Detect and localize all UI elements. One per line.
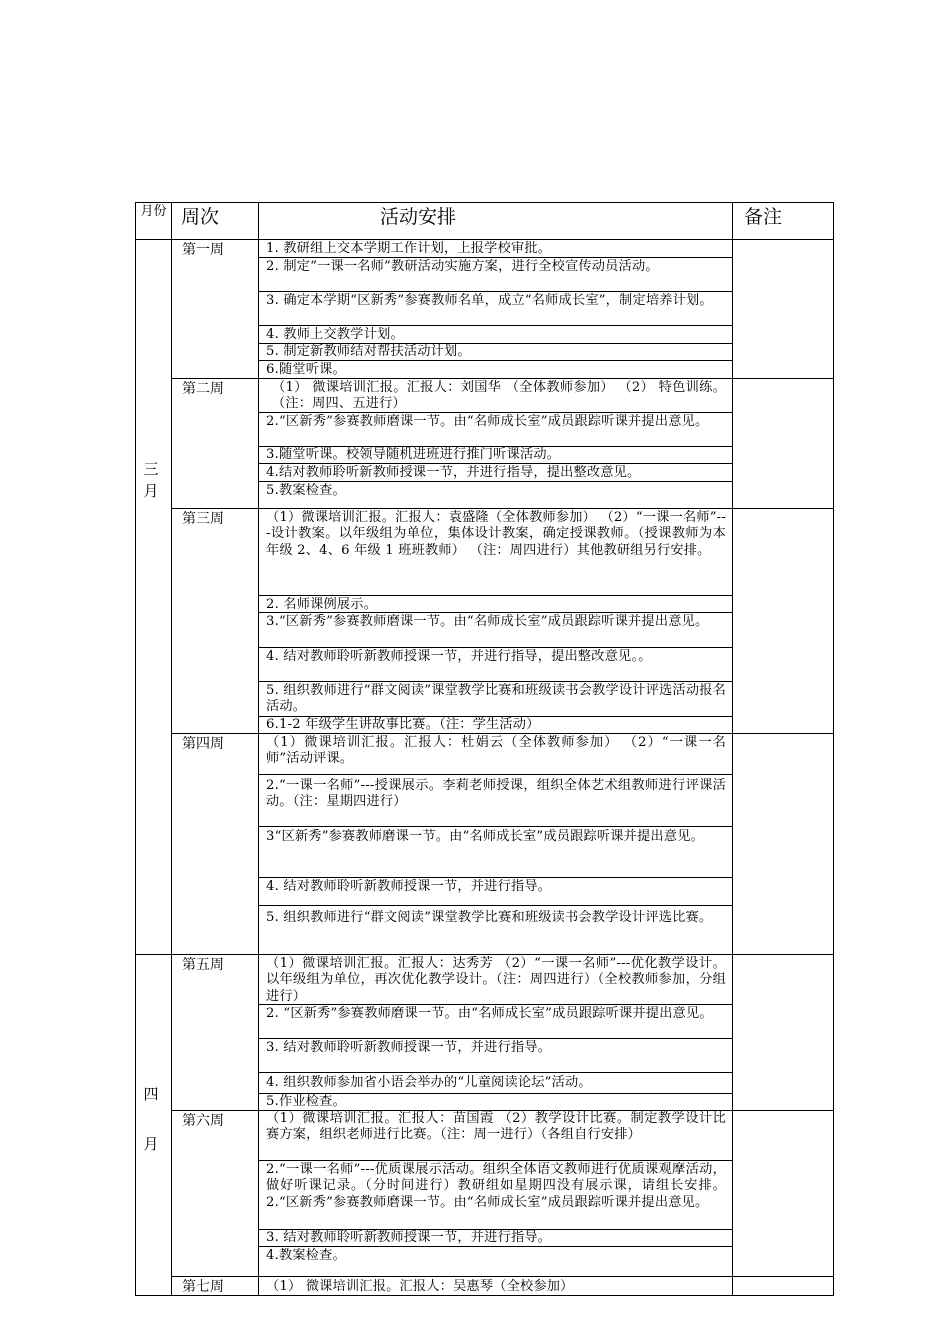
activity-item: 4. 结对教师聆听新教师授课一节，并进行指导，提出整改意见。。 xyxy=(266,649,652,664)
month-divider xyxy=(136,954,833,955)
row-divider xyxy=(258,595,732,596)
activity-item: （1）微课培训汇报。汇报人：苗国霞 （2）教学设计比赛。制定教学设计比赛方案，组织老师进行比赛。（注：周一进行）（各组自行安排） xyxy=(266,1111,726,1143)
activity-item: 3. 结对教师聆听新教师授课一节，并进行指导。 xyxy=(266,1230,552,1245)
activity-item: 5. 组织教师进行“群文阅读”课堂教学比赛和班级读书会教学设计评选活动报名活动。 xyxy=(266,683,726,715)
column-divider xyxy=(171,203,172,1295)
column-divider xyxy=(732,203,733,1295)
row-divider xyxy=(258,681,732,682)
month-march-label: 三月 xyxy=(143,460,159,500)
activity-item: 3.随堂听课。校领导随机进班进行推门听课活动。 xyxy=(266,447,561,462)
schedule-table xyxy=(135,202,834,1296)
row-divider xyxy=(258,1038,732,1039)
activity-item: 4. 组织教师参加省小语会举办的“儿童阅读论坛”活动。 xyxy=(266,1075,592,1090)
activity-item: （1）微课培训汇报。汇报人：达秀芳 （2）“一课一名师”---优化教学设计。以年级组为单位，再次优化教学设计。（注：周四进行）（全校教师参加，分组进行） xyxy=(266,956,726,1004)
activity-item: 2.“一课一名师”---优质课展示活动。组织全体语文教师进行优质课观摩活动，做好听课记录。（分时间进行）教研组如星期四没有展示课，请组长安排。2.“区新秀”参赛教师磨课一节。由“名师成长室”成员跟踪听课并提出意见。 xyxy=(266,1162,726,1210)
activity-item: 1. 教研组上交本学期工作计划，上报学校审批。 xyxy=(266,241,552,256)
activity-item: 2.“一课一名师”---授课展示。李莉老师授课，组织全体艺术组教师进行评课活动。（注：星期四进行） xyxy=(266,778,726,810)
month-march xyxy=(136,458,166,502)
activity-item: 4.结对教师聆听新教师授课一节，并进行指导，提出整改意见。 xyxy=(266,465,641,480)
week-4-label: 第四周 xyxy=(182,736,224,752)
header-month xyxy=(136,204,171,219)
activity-item: 4. 结对教师聆听新教师授课一节，并进行指导。 xyxy=(266,879,552,894)
activity-item: 4.教案检查。 xyxy=(266,1248,346,1263)
activity-item: 4. 教师上交教学计划。 xyxy=(266,327,404,342)
activity-item: 6.1-2 年级学生讲故事比赛。（注：学生活动） xyxy=(266,717,540,732)
activity-item: 5.作业检查。 xyxy=(266,1094,346,1109)
row-divider xyxy=(258,325,732,326)
activity-item: （1） 微课培训汇报。汇报人：刘国华 （全体教师参加） （2） 特色训练。 （注：周四、五进行） xyxy=(272,380,726,412)
activity-item: 3. 确定本学期“区新秀”参赛教师名单，成立“名师成长室”，制定培养计划。 xyxy=(266,293,713,308)
row-divider xyxy=(258,774,732,775)
activity-item: 3. 结对教师聆听新教师授课一节，并进行指导。 xyxy=(266,1040,552,1055)
week-divider xyxy=(171,508,833,509)
activity-item: （1） 微课培训汇报。汇报人：吴惠琴（全校参加） xyxy=(266,1279,574,1294)
activity-item: 3“区新秀”参赛教师磨课一节。由“名师成长室”成员跟踪听课并提出意见。 xyxy=(266,829,704,844)
week-divider xyxy=(171,1276,833,1277)
header-month-text: 月份 xyxy=(140,204,167,219)
activity-item: 6.随堂听课。 xyxy=(266,362,346,377)
activity-item: 2. 名师课例展示。 xyxy=(266,597,378,612)
activity-item: 3.“区新秀”参赛教师磨课一节。由“名师成长室”成员跟踪听课并提出意见。 xyxy=(266,614,709,629)
row-divider xyxy=(258,826,732,827)
activity-item: 2. “区新秀”参赛教师磨课一节。由“名师成长室”成员跟踪听课并提出意见。 xyxy=(266,1006,713,1021)
week-7-label: 第七周 xyxy=(182,1279,224,1295)
header-activity: 活动安排 xyxy=(380,206,457,228)
row-divider xyxy=(258,1072,732,1073)
row-divider xyxy=(258,877,732,878)
activity-item: 5. 制定新教师结对帮扶活动计划。 xyxy=(266,344,471,359)
header-divider xyxy=(136,239,833,240)
row-divider xyxy=(258,1160,732,1161)
activity-item: 2.“区新秀”参赛教师磨课一节。由“名师成长室”成员跟踪听课并提出意见。 xyxy=(266,414,709,429)
row-divider xyxy=(258,647,732,648)
week-5-label: 第五周 xyxy=(182,957,224,973)
week-6-label: 第六周 xyxy=(182,1113,224,1129)
month-april xyxy=(136,1069,166,1169)
activity-item: 5.教案检查。 xyxy=(266,483,346,498)
activity-item: 5. 组织教师进行“群文阅读”课堂教学比赛和班级读书会教学设计评选比赛。 xyxy=(266,910,713,925)
activity-item: （1）微课培训汇报。汇报人：杜娟云（全体教师参加） （2）“一课一名师”活动评课。 xyxy=(266,735,726,767)
header-week: 周次 xyxy=(181,206,220,228)
row-divider xyxy=(258,291,732,292)
header-remarks: 备注 xyxy=(744,206,783,228)
week-1-label: 第一周 xyxy=(182,242,224,258)
week-2-label: 第二周 xyxy=(182,381,224,397)
month-april-label: 四月 xyxy=(143,1085,159,1153)
column-divider xyxy=(258,203,259,1295)
activity-item: 2. 制定“一课一名师”教研活动实施方案，进行全校宣传动员活动。 xyxy=(266,259,659,274)
week-3-label: 第三周 xyxy=(182,511,224,527)
activity-item: （1）微课培训汇报。汇报人：袁盛隆（全体教师参加） （2）“一课一名师”---设计教案。以年级组为单位，集体设计教案，确定授课教师。（授课教师为本年级 2、4、6 年级 1 班班教师） （注：周四进行）其他教研组另行安排。 xyxy=(266,510,726,558)
row-divider xyxy=(258,905,732,906)
